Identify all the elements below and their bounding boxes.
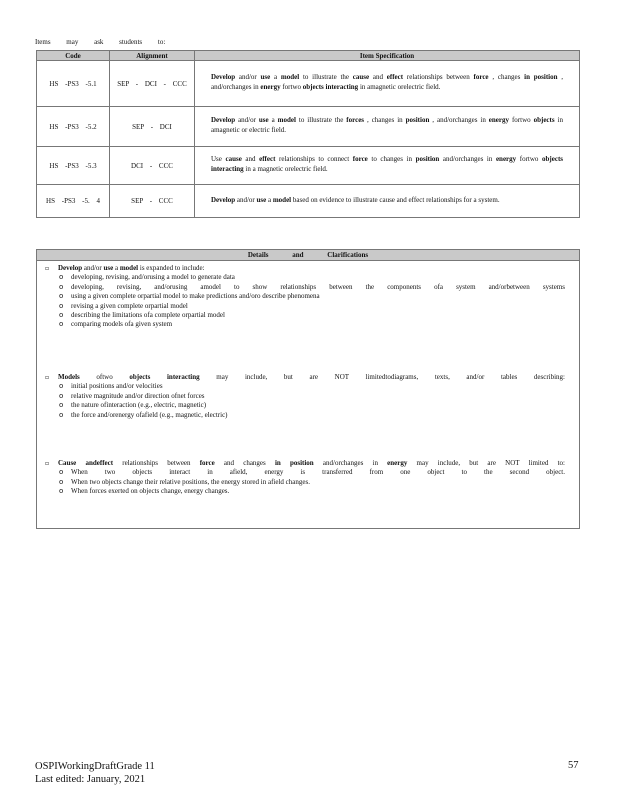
- list-item-text: When two objects change their relative positions, the energy stored in afield changes.: [71, 477, 310, 486]
- details-box: [36, 249, 580, 529]
- bold-term: Develop: [58, 264, 83, 272]
- bold-term: objects: [542, 155, 564, 164]
- list-item-text: initial positions and/or velocities: [71, 382, 163, 391]
- bold-term: force: [352, 155, 368, 164]
- text-run: in a magnetic orelectric field.: [243, 165, 328, 173]
- list-item: [59, 392, 565, 401]
- bold-term: Models: [58, 373, 80, 381]
- item-spec-table: [36, 50, 580, 218]
- circle-bullet-icon: o: [59, 487, 64, 496]
- circle-bullet-icon: o: [59, 477, 64, 486]
- text-run: in amagnetic or electric field.: [211, 116, 563, 134]
- list-item: [59, 273, 565, 282]
- bold-term: cause: [225, 155, 242, 164]
- bold-term: andeffect: [85, 459, 114, 467]
- section-lead: [45, 373, 565, 382]
- table-row: [37, 107, 580, 147]
- section-list: [45, 273, 565, 329]
- list-item: [59, 468, 565, 477]
- text-run: a: [266, 195, 273, 204]
- list-item-text: the force and/orenergy ofafield (e.g., magnetic, electric): [71, 410, 228, 419]
- bold-term: use: [256, 195, 267, 204]
- list-item-text: relative magnitude and/or direction ofnet forces: [71, 391, 205, 400]
- text-run: and/orchanges in: [313, 459, 388, 467]
- list-item: [59, 320, 565, 329]
- footer-title: OSPIWorkingDraftGrade 11: [35, 761, 155, 772]
- list-item: [59, 401, 565, 410]
- table-row: [37, 147, 580, 185]
- details-section-develop: [45, 264, 565, 330]
- circle-bullet-icon: o: [59, 320, 64, 329]
- bold-term: in position: [274, 459, 314, 467]
- text-run: , and/orchanges in: [211, 73, 564, 91]
- text-run: may include, but are NOT limited to:: [407, 459, 566, 467]
- circle-bullet-icon: o: [59, 292, 64, 301]
- bold-term: model: [272, 195, 292, 204]
- text-run: relationships to connect: [275, 155, 353, 164]
- intro-text: Items may ask students to:: [35, 38, 166, 46]
- bold-term: energy: [495, 155, 517, 164]
- circle-bullet-icon: o: [59, 468, 64, 477]
- text-run: is expanded to include:: [138, 264, 205, 272]
- row-alignment: DCI - CCC: [110, 147, 195, 185]
- text-run: to changes in: [367, 155, 416, 164]
- list-item: [59, 411, 565, 420]
- bold-term: objects: [533, 116, 555, 125]
- details-section-models: [45, 373, 565, 420]
- text-run: to illustrate the: [299, 73, 353, 82]
- header-code: Code: [37, 51, 110, 61]
- bold-term: energy: [488, 116, 510, 125]
- row-alignment: SEP - DCI - CCC: [110, 61, 195, 107]
- footer-info: [35, 760, 155, 786]
- list-item-text: the nature ofinteraction (e.g., electric, magnetic): [71, 401, 207, 410]
- bold-term: in position: [524, 73, 558, 82]
- bold-term: use: [260, 73, 271, 82]
- text-run: and changes: [214, 459, 275, 467]
- text-run: , changes: [488, 73, 525, 82]
- row-spec: [195, 61, 580, 107]
- bold-term: effect: [259, 155, 276, 164]
- bold-term: Develop: [211, 195, 236, 204]
- details-header: Details and Clarifications: [37, 250, 579, 261]
- text-run: Use: [211, 155, 226, 164]
- bold-term: energy: [260, 83, 281, 91]
- bold-term: position: [405, 116, 430, 125]
- text-run: a: [268, 116, 278, 125]
- bold-term: use: [103, 264, 114, 272]
- list-item: [59, 311, 565, 320]
- text-run: , and/orchanges in: [429, 116, 489, 125]
- text-run: fortwo: [280, 83, 303, 91]
- text-run: fortwo: [509, 116, 534, 125]
- list-item-text: revising a given complete orpartial model: [71, 301, 188, 310]
- bold-term: model: [119, 264, 139, 272]
- bold-term: model: [280, 73, 300, 82]
- circle-bullet-icon: o: [59, 391, 64, 400]
- list-item-text: using a given complete orpartial model to make predictions and/oro describe phenomena: [71, 292, 320, 301]
- bold-term: Cause: [58, 459, 77, 467]
- list-item-text: describing the limitations ofa complete orpartial model: [71, 311, 225, 320]
- circle-bullet-icon: o: [59, 301, 64, 310]
- bold-term: interacting: [325, 83, 359, 91]
- bold-term: force: [473, 73, 489, 82]
- bold-term: use: [258, 116, 269, 125]
- row-code: HS -PS3 -5. 4: [37, 185, 110, 218]
- row-spec: [195, 185, 580, 218]
- circle-bullet-icon: o: [59, 401, 64, 410]
- text-run: relationships between: [403, 73, 474, 82]
- footer-edited: Last edited: January, 2021: [35, 774, 146, 785]
- list-item: [59, 283, 565, 292]
- bold-term: cause: [352, 73, 370, 82]
- circle-bullet-icon: o: [59, 382, 64, 391]
- bold-term: energy: [387, 459, 408, 467]
- list-item-text: When forces exerted on objects change, energy changes.: [71, 487, 230, 496]
- text-run: in amagnetic orelectric field.: [358, 83, 441, 91]
- list-item: [59, 382, 565, 391]
- text-run: and/or: [235, 195, 257, 204]
- text-run: and/or: [235, 73, 261, 82]
- square-bullet-icon: ▫: [45, 460, 50, 467]
- circle-bullet-icon: o: [59, 311, 64, 320]
- circle-bullet-icon: o: [59, 282, 64, 291]
- header-alignment: Alignment: [110, 51, 195, 61]
- list-item: [59, 292, 565, 301]
- row-code: HS -PS3 -5.1: [37, 61, 110, 107]
- details-section-cause-effect: [45, 459, 565, 497]
- section-lead: [45, 459, 565, 468]
- text-run: and: [369, 73, 387, 82]
- list-item-text: When two objects interact in afield, energy is transferred from one object to the second object.: [71, 468, 565, 477]
- bold-term: Develop: [211, 73, 236, 82]
- text-run: and/or: [82, 264, 104, 272]
- bold-term: effect: [386, 73, 404, 82]
- table-row: [37, 61, 580, 107]
- text-run: a: [270, 73, 281, 82]
- bold-term: Develop: [211, 116, 236, 125]
- circle-bullet-icon: o: [59, 410, 64, 419]
- row-code: HS -PS3 -5.3: [37, 147, 110, 185]
- bold-term: interacting: [211, 165, 244, 173]
- bold-term: interacting: [166, 373, 200, 381]
- text-run: , changes in: [364, 116, 406, 125]
- text-run: and/or: [235, 116, 259, 125]
- bold-term: objects: [302, 83, 324, 91]
- list-item-text: developing, revising, and/orusing amodel to show relationships between the components ofa system and/orbetween systems: [71, 282, 565, 291]
- list-item-text: comparing models ofa given system: [71, 320, 173, 329]
- list-item-text: developing, revising, and/orusing a model to generate data: [71, 273, 235, 282]
- section-list: [45, 382, 565, 420]
- bold-term: objects: [129, 373, 151, 381]
- text-run: may include, but are NOT limitedtodiagrams, texts, and/or tables describing:: [199, 373, 565, 381]
- text-run: oftwo: [79, 373, 130, 381]
- text-run: a: [113, 264, 120, 272]
- bold-term: model: [277, 116, 296, 125]
- square-bullet-icon: ▫: [45, 374, 50, 381]
- text-run: to illustrate the: [295, 116, 347, 125]
- row-spec: [195, 147, 580, 185]
- bold-term: force: [199, 459, 215, 467]
- header-item-specification: Item Specification: [195, 51, 580, 61]
- text-run: fortwo: [516, 155, 543, 164]
- square-bullet-icon: ▫: [45, 265, 50, 272]
- row-spec: [195, 107, 580, 147]
- list-item: [59, 487, 565, 496]
- text-run: based on evidence to illustrate cause and effect relationships for a system.: [291, 195, 500, 204]
- section-lead: [45, 264, 565, 273]
- text-run: [150, 373, 167, 381]
- text-run: and/orchanges in: [439, 155, 496, 164]
- row-code: HS -PS3 -5.2: [37, 107, 110, 147]
- row-alignment: SEP - DCI: [110, 107, 195, 147]
- table-header-row: [37, 51, 580, 61]
- table-row: [37, 185, 580, 218]
- row-alignment: SEP - CCC: [110, 185, 195, 218]
- bold-term: position: [415, 155, 440, 164]
- section-list: [45, 468, 565, 496]
- bold-term: forces: [346, 116, 365, 125]
- text-run: relationships between: [113, 459, 200, 467]
- text-run: and: [241, 155, 260, 164]
- page-number: 57: [568, 760, 579, 771]
- list-item: [59, 478, 565, 487]
- list-item: [59, 302, 565, 311]
- circle-bullet-icon: o: [59, 273, 64, 282]
